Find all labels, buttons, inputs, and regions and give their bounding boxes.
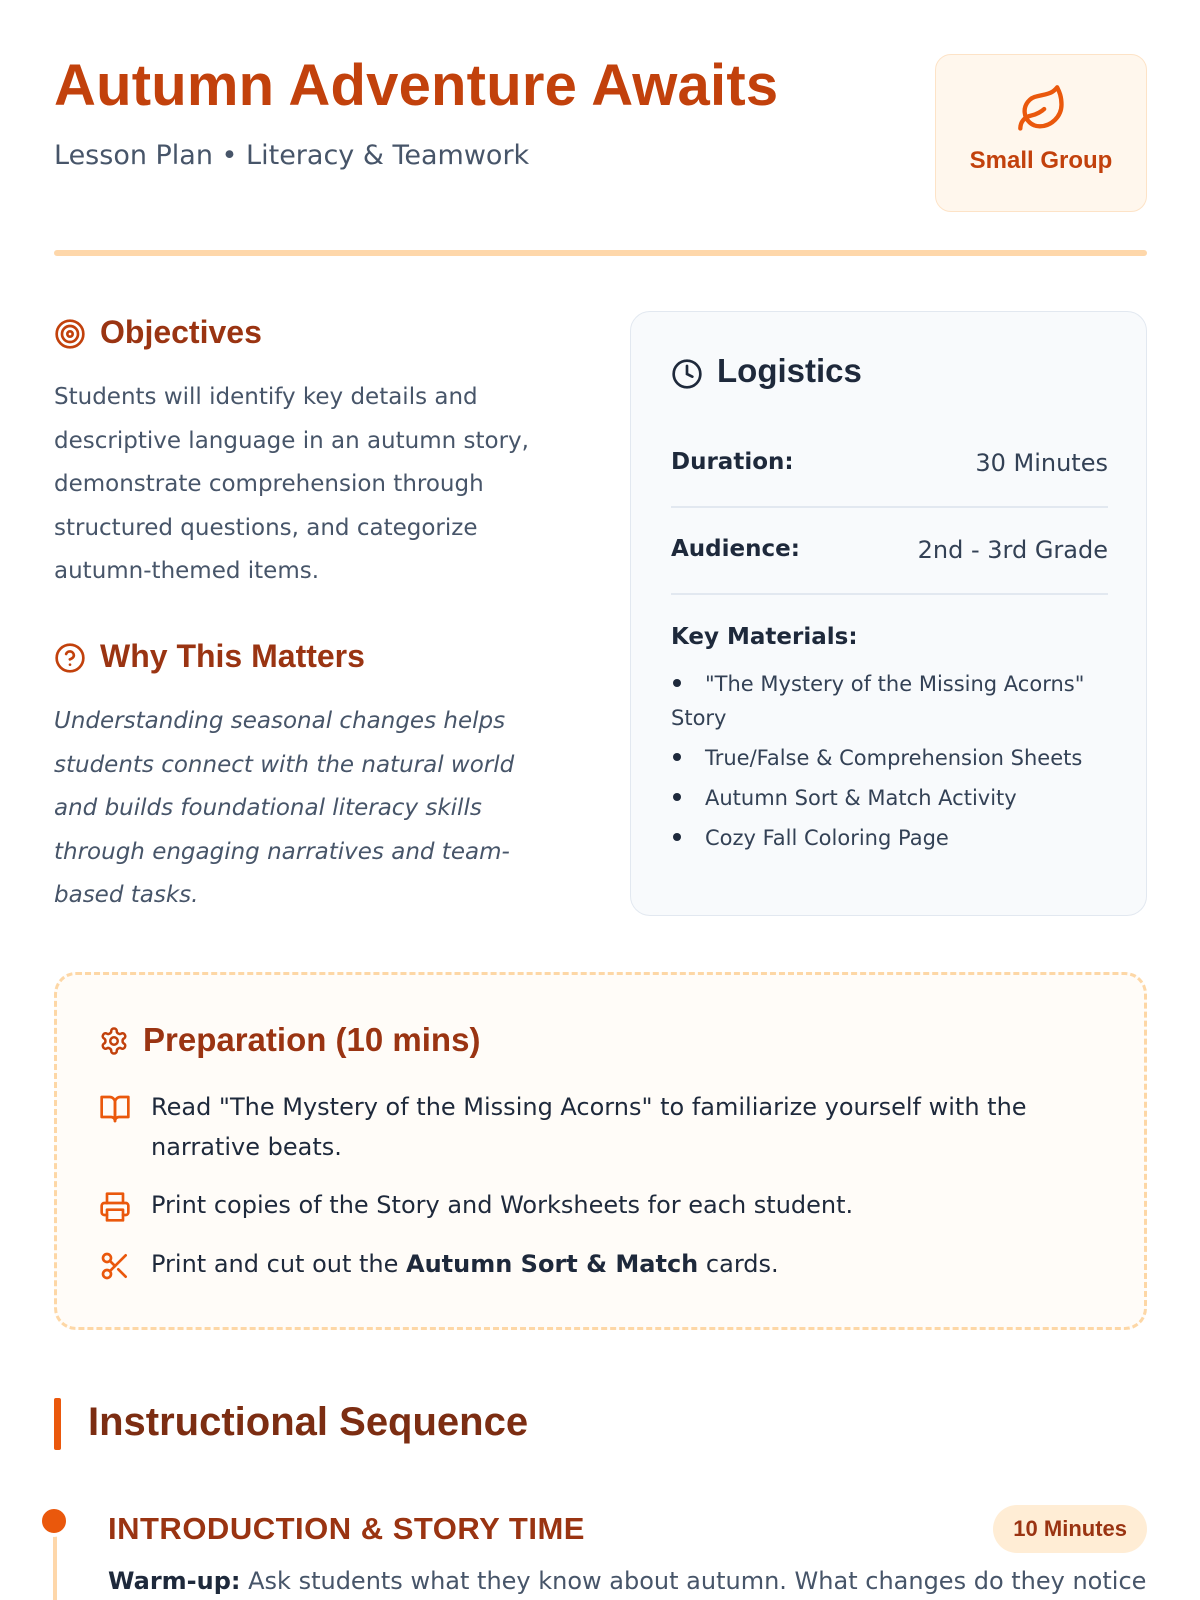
logistics-card — [630, 311, 1147, 916]
gear-icon — [99, 1026, 129, 1056]
duration-row — [671, 419, 1108, 508]
list-item: "The Mystery of the Missing Acorns" Story — [671, 672, 1085, 730]
list-item: True/False & Comprehension Sheets — [671, 741, 1108, 775]
materials-label: Key Materials: — [671, 624, 858, 650]
preparation-box — [54, 972, 1147, 1330]
scissors-icon — [99, 1250, 131, 1282]
question-circle-icon — [54, 642, 86, 674]
leaf-icon — [1016, 83, 1068, 135]
audience-row — [671, 506, 1108, 595]
group-size-badge — [935, 54, 1147, 212]
preparation-heading: Preparation (10 mins) — [143, 1021, 481, 1058]
prep-item-text: Print copies of the Story and Worksheets for each student. — [151, 1191, 854, 1219]
badge-label: Small Group — [969, 147, 1113, 174]
audience-value: 2nd - 3rd Grade — [917, 536, 1108, 564]
timeline-dot — [39, 1506, 69, 1536]
sequence-heading: Instructional Sequence — [88, 1400, 529, 1444]
step-title: INTRODUCTION & STORY TIME — [108, 1511, 585, 1546]
printer-icon — [99, 1191, 131, 1223]
why-section — [54, 638, 554, 918]
header-divider — [54, 250, 1147, 256]
duration-label: Duration: — [671, 449, 794, 475]
page-title: Autumn Adventure Awaits — [54, 53, 779, 118]
why-heading: Why This Matters — [100, 638, 365, 674]
clock-icon — [671, 358, 703, 390]
list-item: Autumn Sort & Match Activity — [671, 781, 1108, 815]
materials-list — [671, 667, 1108, 861]
duration-value: 30 Minutes — [975, 449, 1108, 477]
objectives-text: Students will identify key details and descriptive language in an autumn story, demonstrate comprehension through structured questions, and categorize autumn-themed items. — [54, 384, 529, 584]
target-icon — [54, 318, 86, 350]
prep-item-text: Print and cut out the Autumn Sort & Match cards. — [151, 1250, 779, 1278]
lesson-plan-page — [54, 0, 1147, 1600]
book-icon — [99, 1093, 131, 1125]
prep-item-text: Read "The Mystery of the Missing Acorns" to familiarize yourself with the narrative beats. — [151, 1093, 1027, 1161]
objectives-section — [54, 314, 554, 594]
list-item: Cozy Fall Coloring Page — [671, 821, 1108, 855]
step-body: Warm-up: Ask students what they know about autumn. What changes do they notice — [108, 1567, 1147, 1595]
why-text: Understanding seasonal changes helps students connect with the natural world and builds foundational literacy skills through engaging narratives and team-based tasks. — [54, 708, 515, 908]
section-accent-bar — [54, 1398, 61, 1450]
logistics-heading: Logistics — [717, 352, 862, 389]
page-subtitle: Lesson Plan • Literacy & Teamwork — [54, 140, 530, 171]
objectives-heading: Objectives — [100, 314, 262, 350]
step-time-badge: 10 Minutes — [993, 1505, 1147, 1553]
audience-label: Audience: — [671, 536, 800, 562]
